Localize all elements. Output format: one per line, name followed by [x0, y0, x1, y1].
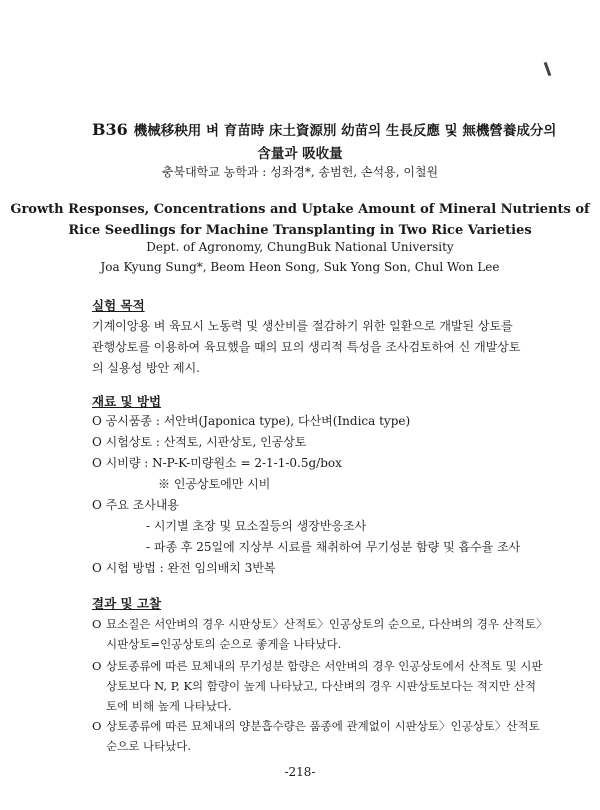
method-note: ※ 인공상토에만 시비	[158, 477, 271, 491]
english-title-line1: Growth Responses, Concentrations and Uptake Amount of Mineral Nutrients of	[10, 202, 590, 217]
method-item: O 공시품종 : 서안벼(Japonica type), 다산벼(Indica type)	[92, 414, 411, 428]
korean-title	[92, 120, 572, 141]
korean-title-line1: 機械移秧用 벼 育苗時 床土資源別 幼苗의 生長反應 및 無機營養成分의	[133, 123, 557, 139]
english-title	[0, 199, 600, 241]
abstract-code: B36	[92, 120, 128, 139]
method-subitem: - 시기별 초장 및 묘소질등의 생장반응조사	[146, 519, 367, 533]
methods-heading: 재료 및 방법	[92, 394, 162, 409]
result-bullet	[92, 656, 544, 716]
method-item: O 시험 방법 : 완전 임의배치 3반복	[92, 561, 276, 575]
margin-mark	[544, 62, 552, 76]
result-text: 묘소질은 서안벼의 경우 시판상토〉산적토〉인공상토의 순으로, 다산벼의 경우 산적토〉시판상토=인공상토의 순으로 좋게을 나타났다.	[106, 617, 542, 651]
objective-line: 관행상토를 이용하여 육묘했을 때의 묘의 생리적 특성을 조사검토하여 신 개발상토	[92, 340, 521, 354]
english-authors: Joa Kyung Sung*, Beom Heon Song, Suk Yong Son, Chul Won Lee	[100, 260, 500, 274]
result-text: 상토종류에 따른 묘체내의 양분흡수량은 품종에 관계없이 시판상토〉인공상토〉산적토 순으로 나타났다.	[106, 719, 540, 753]
korean-title-line2: 含量과 吸收量	[257, 146, 343, 162]
method-item: O 시험상토 : 산적토, 시판상토, 인공상토	[92, 435, 307, 449]
english-affiliation: Dept. of Agronomy, ChungBuk National University	[146, 240, 454, 254]
korean-authors: 충북대학교 농학과 : 성좌경*, 송범헌, 손석용, 이철원	[161, 165, 439, 179]
result-bullet	[92, 614, 544, 654]
objective-line: 의 실용성 방안 제시.	[92, 361, 200, 375]
objective-text	[92, 316, 554, 379]
method-item: O 시비량 : N-P-K-미량원소 = 2-1-1-0.5g/box	[92, 456, 342, 470]
result-text: 상토종류에 따른 묘체내의 무기성분 함량은 서안벼의 경우 인공상토에서 산적토 및 시판상토보다 N, P, K의 함량이 높게 나타났고, 다산벼의 경우 시판상토보다는 적지만 산적토에 비해 높게 나타났다.	[106, 659, 543, 713]
objective-heading: 실험 목적	[92, 298, 145, 313]
results-heading: 결과 및 고찰	[92, 596, 162, 611]
result-bullet	[92, 716, 544, 756]
objective-line: 기계이앙용 벼 육묘시 노동력 및 생산비를 절감하기 위한 일환으로 개발된 상토를	[92, 319, 513, 333]
method-item: O 주요 조사내용	[92, 498, 180, 512]
bullet-mark: O	[92, 659, 102, 673]
bullet-mark: O	[92, 719, 102, 733]
bullet-mark: O	[92, 617, 102, 631]
method-subitem: - 파종 후 25일에 지상부 시료를 채취하여 무기성분 함량 및 흡수율 조사	[146, 540, 521, 554]
page-number: -218-	[284, 765, 316, 779]
english-title-line2: Rice Seedlings for Machine Transplanting in Two Rice Varieties	[68, 223, 532, 238]
